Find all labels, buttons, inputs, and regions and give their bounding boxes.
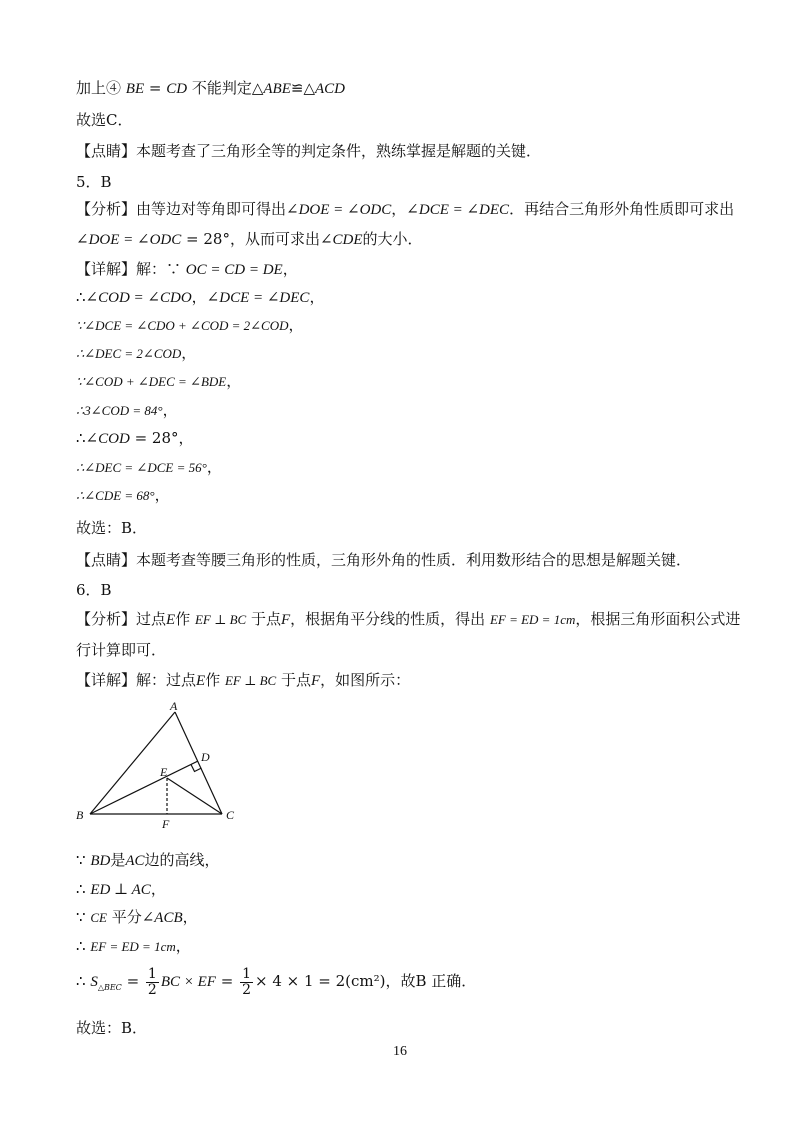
text-line-9: ∵∠DCE = ∠CDO + ∠COD = 2∠COD，: [76, 316, 304, 334]
text-line-4: 5．B: [76, 173, 112, 191]
text-line-7: 【详解】解：∵ OC = CD = DE，: [76, 260, 298, 278]
text-line-22: ∵ BD是AC边的高线，: [76, 851, 220, 869]
text-line-17: 【点睛】本题考查等腰三角形的性质，三角形外角的性质．利用数形结合的思想是解题关键．: [76, 551, 692, 569]
text-line-10: ∴∠DEC = 2∠COD，: [76, 344, 197, 362]
text-line-27: 故选：B．: [76, 1019, 148, 1037]
text-line-26: ∴ $S_{\triangle BEC}$ = $\frac{1}{2}$ BC × EF = $\frac{1}{2}$ × 4 × 1 = 2(cm²)，故B 正确．: [76, 965, 477, 998]
page-number: 16: [393, 1044, 407, 1059]
text-line-5: 【分析】由等边对等角即可得出∠DOE = ∠ODC，∠DCE = ∠DEC．再结合三角形外角性质即可求出: [76, 200, 735, 218]
text-line-16: 故选：B．: [76, 519, 148, 537]
text-line-24: ∵ CE 平分∠ACB，: [76, 908, 198, 926]
label-a: A: [170, 699, 178, 713]
text-line-21: 【详解】解：过点E作 EF ⊥ BC 于点F，如图所示：: [76, 671, 411, 689]
text-line-20: 行计算即可．: [76, 641, 167, 659]
text-line-23: ∴ ED ⊥ AC，: [76, 880, 166, 898]
label-f: F: [162, 817, 170, 831]
text-line-19: 【分析】过点E作 EF ⊥ BC 于点F，根据角平分线的性质，得出 EF = ED = 1cm，根据三角形面积公式进: [76, 610, 741, 628]
label-c: C: [226, 808, 235, 822]
text-line-1: 加上④ BE = CD 不能判定△ABE≌△ACD: [76, 79, 345, 97]
text-line-25: ∴ EF = ED = 1cm，: [76, 937, 191, 955]
text-line-11: ∵∠COD + ∠DEC = ∠BDE，: [76, 372, 242, 390]
text-line-14: ∴∠DEC = ∠DCE = 56°，: [76, 458, 222, 476]
text-line-8: ∴∠COD = ∠CDO，∠DCE = ∠DEC，: [76, 288, 325, 306]
label-b: B: [76, 808, 84, 822]
text-line-2: 故选C．: [76, 111, 133, 129]
text-line-3: 【点睛】本题考查了三角形全等的判定条件，熟练掌握是解题的关键．: [76, 142, 542, 160]
triangle-figure: [74, 698, 254, 833]
segment-ab: [90, 712, 175, 814]
label-e: E: [160, 765, 168, 779]
label-d: D: [201, 750, 210, 764]
text-line-15: ∴∠CDE = 68°，: [76, 486, 170, 504]
text-line-12: ∴3∠COD = 84°，: [76, 401, 178, 419]
text-line-6: ∠DOE = ∠ODC = 28°，从而可求出∠CDE的大小．: [76, 230, 423, 248]
text-line-18: 6．B: [76, 581, 112, 599]
text-line-13: ∴∠COD = 28°，: [76, 429, 194, 447]
